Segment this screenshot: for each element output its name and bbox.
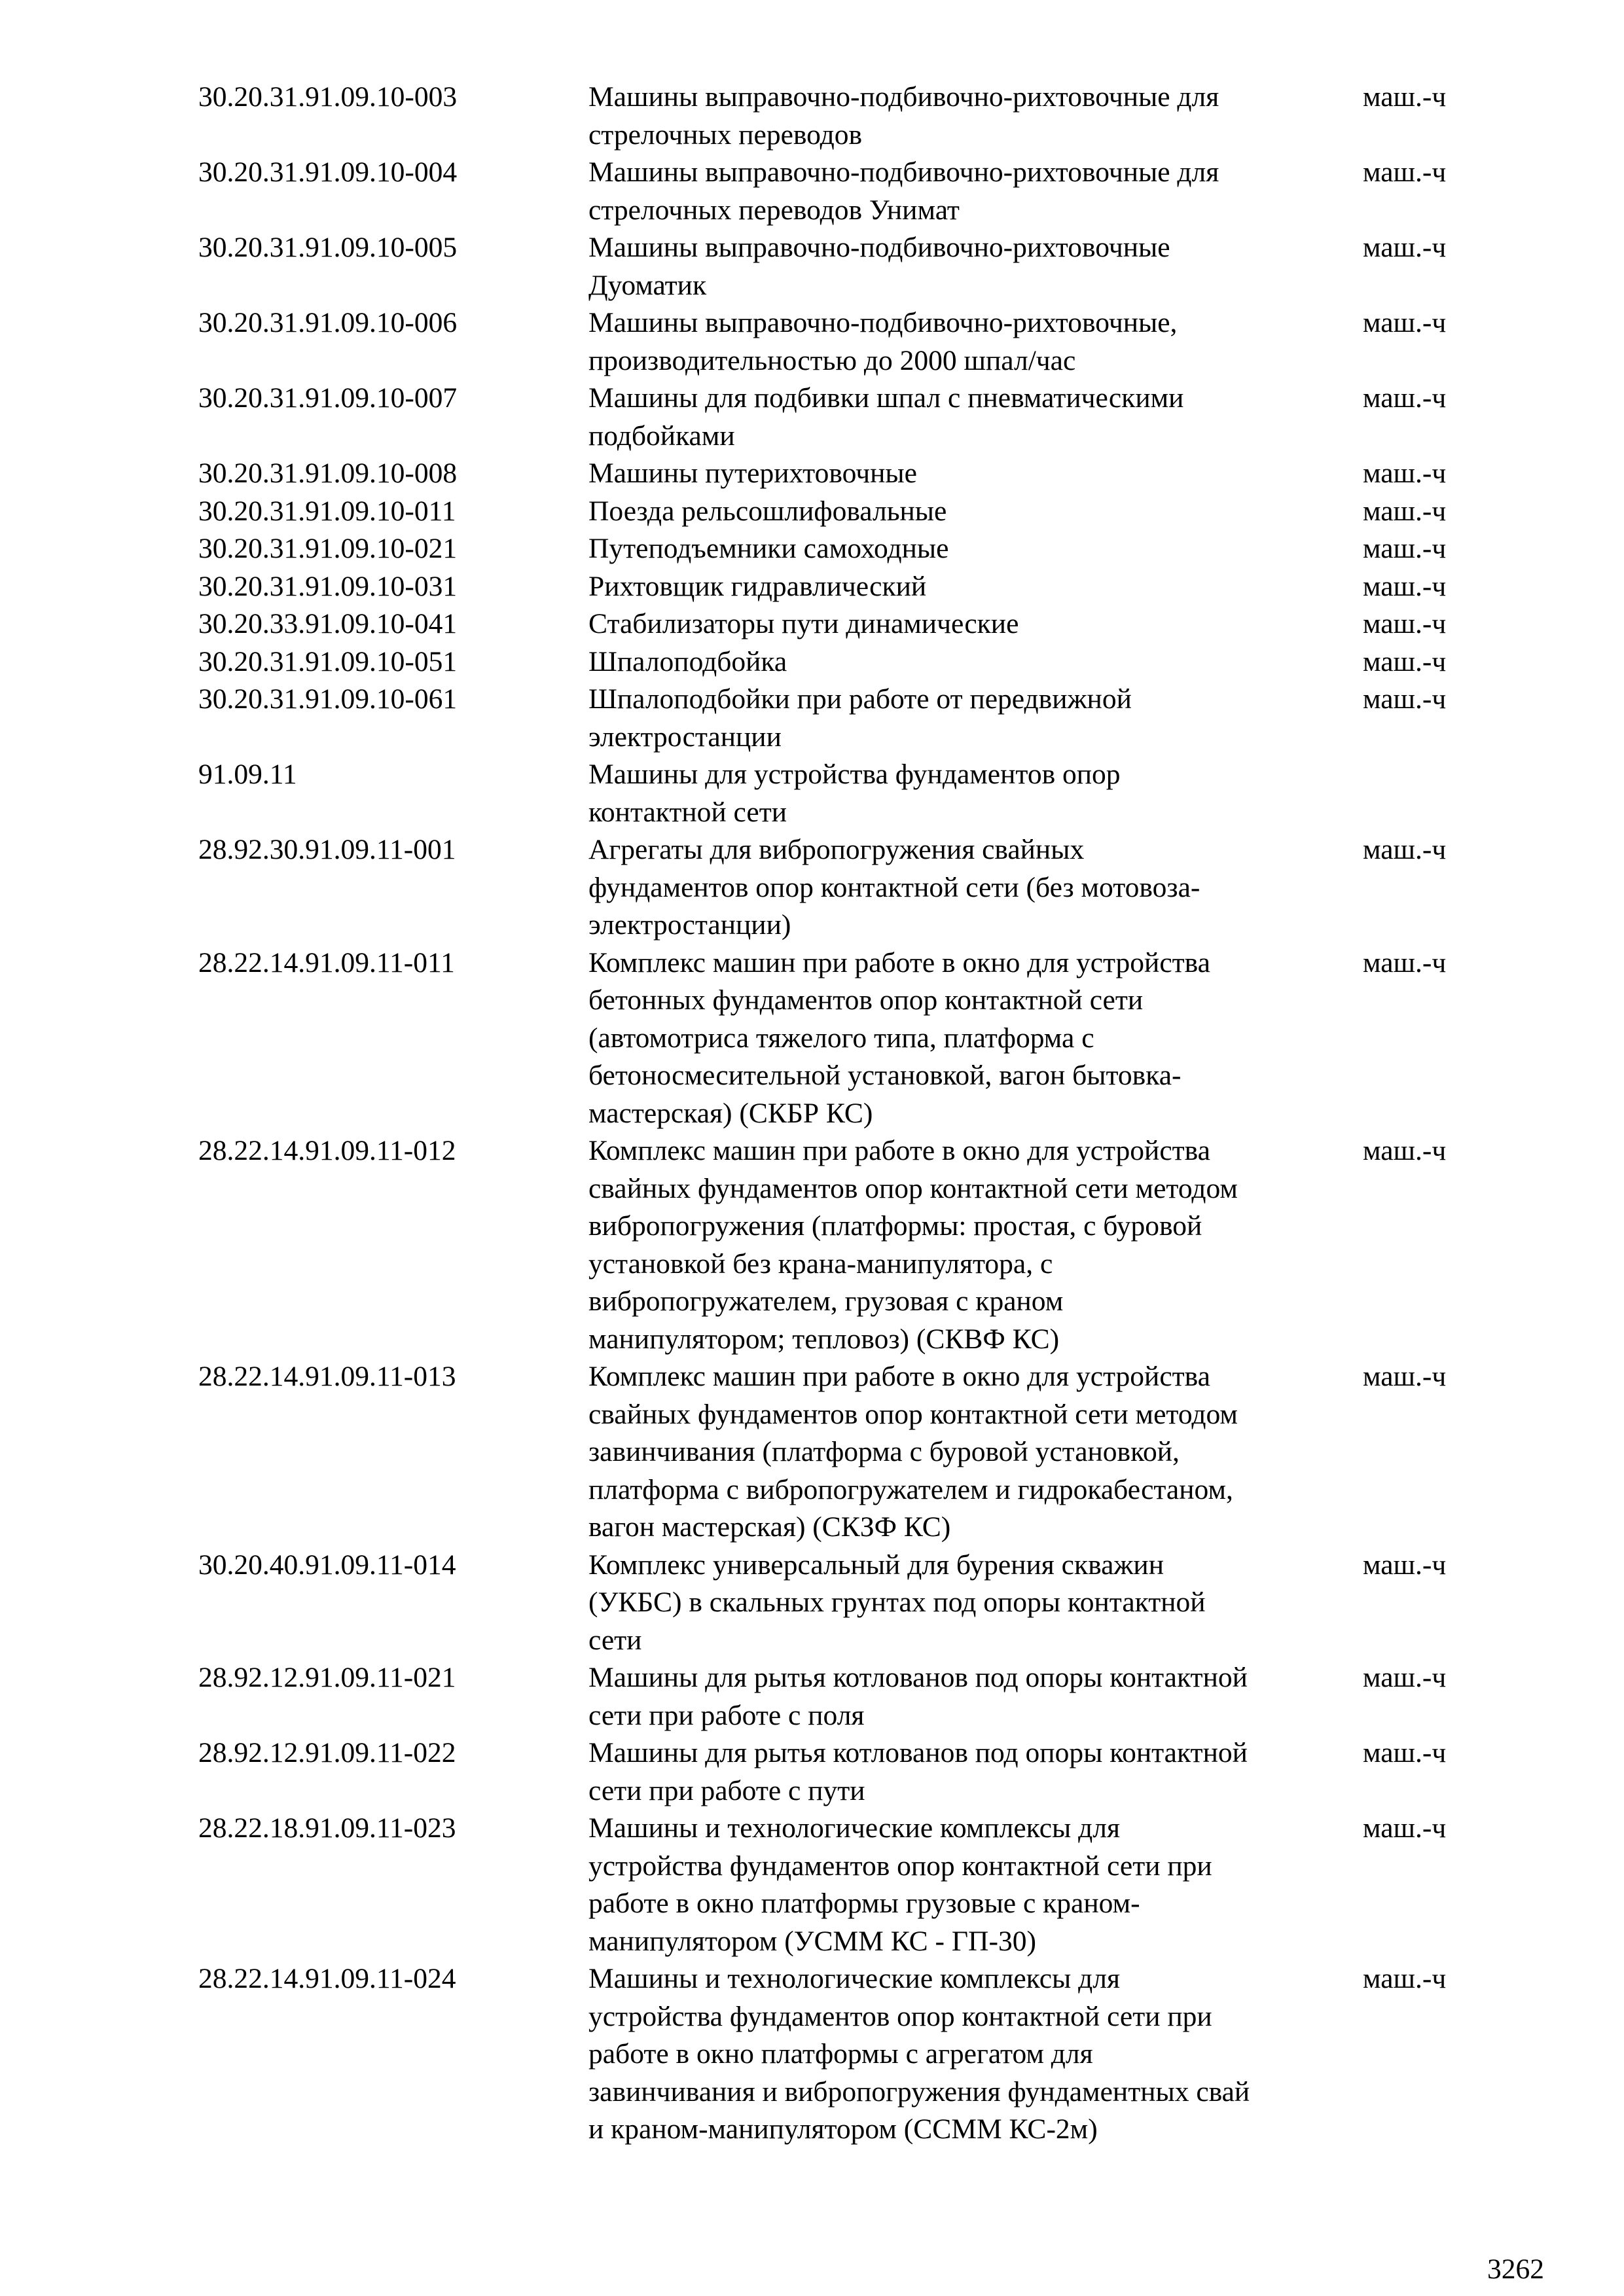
resource-description: [588, 1547, 1354, 1660]
resource-description: [588, 1659, 1354, 1734]
resource-code: 28.92.30.91.09.11-001: [198, 834, 456, 865]
unit-of-measure: маш.-ч: [1363, 683, 1447, 715]
resource-description: [588, 568, 1354, 606]
description-line: электростанции): [588, 909, 791, 941]
resource-description: [588, 1358, 1354, 1547]
resource-code: 30.20.31.91.09.10-061: [198, 683, 458, 715]
description-line: (УКБС) в скальных грунтах под опоры контактной: [588, 1587, 1206, 1618]
description-line: мастерская) (СКБР КС): [588, 1097, 873, 1129]
description-line: (автомотриса тяжелого типа, платформа с: [588, 1022, 1094, 1054]
description-line: платформа с вибропогружателем и гидрокабестаном,: [588, 1473, 1233, 1505]
unit-of-measure: маш.-ч: [1363, 1549, 1447, 1581]
unit-of-measure: маш.-ч: [1363, 495, 1447, 527]
resource-code: 30.20.31.91.09.10-007: [198, 382, 458, 414]
description-line: Дуоматик: [588, 269, 707, 301]
description-line: свайных фундаментов опор контактной сети методом: [588, 1172, 1238, 1204]
description-line: и краном-манипулятором (ССММ КС-2м): [588, 2113, 1098, 2145]
table-row: [198, 1659, 1494, 1734]
resource-code: 28.92.12.91.09.11-022: [198, 1737, 456, 1768]
page-number: 3262: [1487, 2253, 1544, 2285]
resource-description: [588, 1132, 1354, 1358]
description-line: вагон мастерская) (СКЗФ КС): [588, 1511, 951, 1543]
description-line: Шпалоподбойки при работе от передвижной: [588, 683, 1132, 715]
table-row: [198, 530, 1494, 568]
table-row: [198, 380, 1494, 455]
table-row: [198, 568, 1494, 606]
description-line: Машины и технологические комплексы для: [588, 1963, 1120, 1994]
resource-code: 30.20.31.91.09.10-031: [198, 570, 458, 602]
resource-table: [198, 79, 1494, 2149]
resource-description: [588, 304, 1354, 380]
resource-code: 30.20.31.91.09.10-003: [198, 81, 458, 113]
description-line: Машины для рытья котлованов под опоры контактной: [588, 1737, 1248, 1768]
table-row: [198, 1960, 1494, 2149]
description-line: контактной сети: [588, 796, 787, 828]
description-line: Стабилизаторы пути динамические: [588, 608, 1019, 639]
resource-description: [588, 79, 1354, 154]
description-line: стрелочных переводов Унимат: [588, 194, 960, 226]
description-line: бетонных фундаментов опор контактной сети: [588, 984, 1144, 1016]
resource-code: 28.22.14.91.09.11-013: [198, 1361, 456, 1392]
unit-of-measure: маш.-ч: [1363, 307, 1447, 338]
unit-of-measure: маш.-ч: [1363, 1361, 1447, 1392]
resource-code: 91.09.11: [198, 759, 297, 790]
resource-description: [588, 154, 1354, 229]
resource-code: 30.20.31.91.09.10-051: [198, 645, 458, 677]
resource-code: 28.22.18.91.09.11-023: [198, 1812, 456, 1844]
resource-description: [588, 605, 1354, 643]
unit-of-measure: маш.-ч: [1363, 1812, 1447, 1844]
resource-code: 28.22.14.91.09.11-011: [198, 946, 455, 978]
description-line: Агрегаты для вибропогружения свайных: [588, 834, 1085, 865]
table-row: [198, 1358, 1494, 1547]
resource-description: [588, 380, 1354, 455]
resource-description: [588, 1734, 1354, 1810]
description-line: Рихтовщик гидравлический: [588, 570, 927, 602]
resource-code: 30.20.31.91.09.10-004: [198, 156, 458, 188]
unit-of-measure: маш.-ч: [1363, 1135, 1447, 1166]
description-line: установкой без крана-манипулятора, с: [588, 1247, 1053, 1280]
resource-code: 28.22.14.91.09.11-012: [198, 1135, 456, 1166]
unit-of-measure: маш.-ч: [1363, 608, 1447, 639]
resource-description: [588, 493, 1354, 531]
resource-description: [588, 530, 1354, 568]
table-row: [198, 756, 1494, 831]
description-line: Машины для рытья котлованов под опоры контактной: [588, 1662, 1248, 1693]
description-line: Машины выправочно-подбивочно-рихтовочные,: [588, 307, 1178, 338]
description-line: вибропогружателем, грузовая с краном: [588, 1285, 1064, 1317]
unit-of-measure: маш.-ч: [1363, 457, 1447, 489]
table-row: [198, 681, 1494, 756]
description-line: свайных фундаментов опор контактной сети методом: [588, 1398, 1238, 1430]
resource-description: [588, 831, 1354, 944]
resource-code: 30.20.31.91.09.10-005: [198, 232, 458, 263]
description-line: завинчивания и вибропогружения фундаментных свай: [588, 2075, 1250, 2108]
description-line: сети при работе с поля: [588, 1699, 865, 1731]
table-row: [198, 1734, 1494, 1810]
description-line: Машины для подбивки шпал с пневматическими: [588, 382, 1184, 414]
table-row: [198, 1810, 1494, 1960]
table-row: [198, 79, 1494, 154]
description-line: Комплекс машин при работе в окно для устройства: [588, 946, 1210, 978]
description-line: стрелочных переводов: [588, 118, 863, 151]
description-line: манипулятором; тепловоз) (СКВФ КС): [588, 1323, 1060, 1355]
unit-of-measure: маш.-ч: [1363, 645, 1447, 677]
description-line: манипулятором (УСММ КС - ГП-30): [588, 1925, 1036, 1957]
description-line: Машины для устройства фундаментов опор: [588, 759, 1121, 790]
description-line: сети при работе с пути: [588, 1774, 865, 1806]
unit-of-measure: маш.-ч: [1363, 1737, 1447, 1768]
unit-of-measure: маш.-ч: [1363, 533, 1447, 564]
table-row: [198, 605, 1494, 643]
unit-of-measure: маш.-ч: [1363, 81, 1447, 113]
description-line: Комплекс машин при работе в окно для устройства: [588, 1361, 1210, 1392]
description-line: Машины путерихтовочные: [588, 457, 917, 489]
table-row: [198, 493, 1494, 531]
resource-code: 28.22.14.91.09.11-024: [198, 1963, 456, 1994]
resource-description: [588, 643, 1354, 681]
resource-code: 30.20.31.91.09.10-011: [198, 495, 456, 527]
unit-of-measure: маш.-ч: [1363, 946, 1447, 978]
description-line: работе в окно платформы с агрегатом для: [588, 2038, 1093, 2070]
resource-description: [588, 944, 1354, 1133]
resource-code: 30.20.40.91.09.11-014: [198, 1549, 456, 1581]
resource-description: [588, 1810, 1354, 1960]
table-row: [198, 455, 1494, 493]
description-line: устройства фундаментов опор контактной сети при: [588, 2000, 1212, 2032]
description-line: производительностью до 2000 шпал/час: [588, 344, 1076, 376]
description-line: устройства фундаментов опор контактной сети при: [588, 1850, 1212, 1882]
table-row: [198, 1132, 1494, 1358]
description-line: Путеподъемники самоходные: [588, 533, 949, 564]
description-line: Машины выправочно-подбивочно-рихтовочные: [588, 232, 1170, 263]
description-line: вибропогружения (платформы: простая, с буровой: [588, 1210, 1202, 1242]
description-line: Поезда рельсошлифовальные: [588, 495, 947, 527]
unit-of-measure: маш.-ч: [1363, 232, 1447, 263]
unit-of-measure: маш.-ч: [1363, 1662, 1447, 1693]
unit-of-measure: маш.-ч: [1363, 382, 1447, 414]
table-row: [198, 229, 1494, 304]
table-row: [198, 643, 1494, 681]
resource-description: [588, 455, 1354, 493]
unit-of-measure: маш.-ч: [1363, 156, 1447, 188]
description-line: сети: [588, 1624, 642, 1656]
description-line: Машины выправочно-подбивочно-рихтовочные для: [588, 81, 1219, 113]
description-line: работе в окно платформы грузовые с краном-: [588, 1888, 1140, 1919]
resource-code: 30.20.31.91.09.10-008: [198, 457, 458, 489]
table-row: [198, 944, 1494, 1133]
resource-description: [588, 229, 1354, 304]
resource-description: [588, 1960, 1354, 2149]
description-line: Комплекс универсальный для бурения скважин: [588, 1549, 1164, 1581]
unit-of-measure: маш.-ч: [1363, 570, 1447, 602]
description-line: Машины и технологические комплексы для: [588, 1812, 1120, 1844]
unit-of-measure: маш.-ч: [1363, 834, 1447, 865]
description-line: бетоносмесительной установкой, вагон бытовка-: [588, 1060, 1182, 1091]
description-line: Комплекс машин при работе в окно для устройства: [588, 1135, 1210, 1166]
resource-code: 30.20.31.91.09.10-006: [198, 307, 458, 338]
resource-code: 28.92.12.91.09.11-021: [198, 1662, 456, 1693]
description-line: завинчивания (платформа с буровой установкой,: [588, 1436, 1180, 1467]
description-line: фундаментов опор контактной сети (без мотовоза-: [588, 871, 1200, 903]
resource-description: [588, 756, 1354, 831]
description-line: Машины выправочно-подбивочно-рихтовочные для: [588, 156, 1219, 188]
resource-code: 30.20.33.91.09.10-041: [198, 608, 458, 639]
description-line: электростанции: [588, 721, 782, 753]
unit-of-measure: маш.-ч: [1363, 1963, 1447, 1994]
description-line: Шпалоподбойка: [588, 645, 787, 677]
resource-description: [588, 681, 1354, 756]
table-row: [198, 831, 1494, 944]
table-row: [198, 154, 1494, 229]
table-row: [198, 304, 1494, 380]
table-row: [198, 1547, 1494, 1660]
description-line: подбойками: [588, 420, 735, 452]
resource-code: 30.20.31.91.09.10-021: [198, 533, 458, 564]
